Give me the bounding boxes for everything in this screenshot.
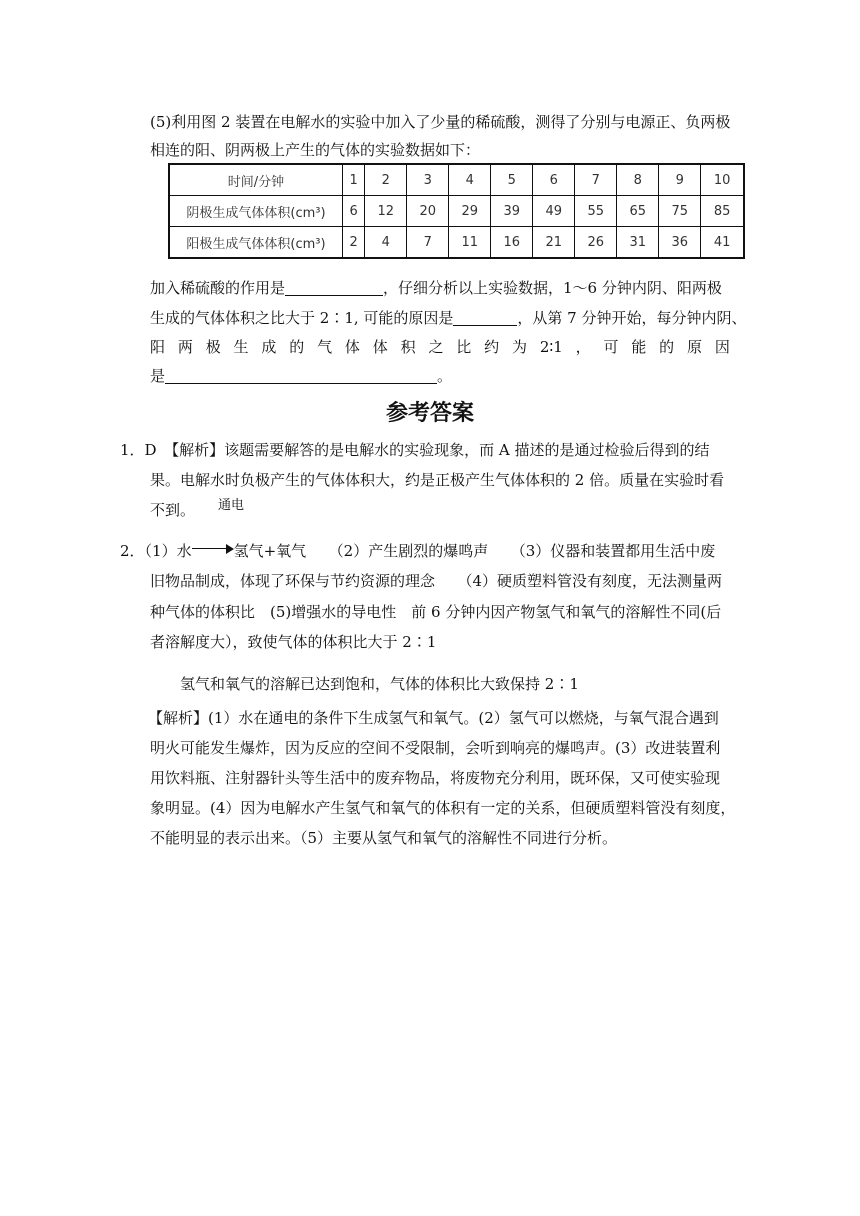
time-cell: 9 — [659, 164, 701, 196]
answers-heading: 参考答案 — [385, 401, 474, 426]
question-char: 气 — [317, 338, 333, 356]
time-cell: 8 — [617, 164, 659, 196]
time-cell: 4 — [449, 164, 491, 196]
question-char: 体 — [372, 338, 388, 356]
table-cell: 65 — [617, 196, 659, 227]
answer-2-line-1 — [120, 541, 715, 561]
table-cell: 75 — [659, 196, 701, 227]
question-char: 生 — [233, 338, 249, 356]
question-char: 的 — [659, 338, 675, 356]
question-char: 为 — [511, 338, 527, 356]
table-cell: 85 — [701, 196, 744, 227]
explanation-line-3: 用饮料瓶、注射器针头等生活中的废弃物品，将废物充分利用，既环保，又可使实验现 — [150, 769, 721, 787]
question-char: 的 — [289, 338, 305, 356]
table-row-time — [169, 164, 744, 196]
answer-2-line-2: 旧物品制成，体现了环保与节约资源的理念 （4）硬质塑料管没有刻度，无法测量两 — [150, 572, 723, 590]
reaction-arrow-icon — [192, 544, 234, 554]
table-cell: 7 — [407, 227, 449, 259]
gas-volume-table — [168, 163, 745, 259]
time-cell: 3 — [407, 164, 449, 196]
table-row-anode — [169, 227, 744, 259]
answer-blank[interactable] — [453, 310, 517, 326]
question-char: 极 — [205, 338, 221, 356]
question-char: 积 — [400, 338, 416, 356]
table-row-cathode — [169, 196, 744, 227]
question-char: 之 — [428, 338, 444, 356]
answer-blank[interactable] — [285, 280, 383, 296]
question-char: ， — [575, 338, 591, 356]
explanation-line-1: 【解析】(1）水在通电的条件下生成氢气和氧气。(2）氢气可以燃烧，与氧气混合遇到 — [148, 709, 719, 727]
question-char: 两 — [177, 338, 193, 356]
answer-1-line-2: 果。电解水时负极产生的气体体积大，约是正极产生气体体积的 2 倍。质量在实验时看 — [150, 471, 725, 489]
time-cell: 1 — [343, 164, 365, 196]
table-cell: 16 — [491, 227, 533, 259]
table-cell: 21 — [533, 227, 575, 259]
table-cell: 6 — [343, 196, 365, 227]
question-char: 原 — [687, 338, 703, 356]
explanation-line-4: 象明显。(4）因为电解水产生氢气和氧气的体积有一定的关系，但硬质塑料管没有刻度， — [150, 799, 736, 817]
question-text: 。 — [437, 367, 453, 385]
time-cell: 5 — [491, 164, 533, 196]
table-cell: 4 — [365, 227, 407, 259]
time-header: 时间/分钟 — [169, 164, 343, 196]
question-char: 能 — [631, 338, 647, 356]
question-char: 成 — [261, 338, 277, 356]
table-cell: 11 — [449, 227, 491, 259]
question-char: 约 — [484, 338, 500, 356]
table-cell: 49 — [533, 196, 575, 227]
question-line-3 — [150, 337, 730, 357]
time-cell: 7 — [575, 164, 617, 196]
answer-text: 氢气+氧气 （2）产生剧烈的爆鸣声 （3）仪器和装置都用生活中废 — [233, 542, 716, 560]
answer-2-line-5: 氢气和氧气的溶解已达到饱和，气体的体积比大致保持 2∶1 — [180, 675, 579, 693]
question-line-1 — [150, 278, 722, 298]
table-cell: 41 — [701, 227, 744, 259]
intro-line-1: (5)利用图 2 装置在电解水的实验中加入了少量的稀硫酸，测得了分别与电源正、负两极 — [150, 113, 731, 131]
table-cell: 31 — [617, 227, 659, 259]
question-char: 因 — [714, 338, 730, 356]
table-cell: 12 — [365, 196, 407, 227]
cathode-label: 阴极生成气体体积(cm³) — [169, 196, 343, 227]
question-text: ，仔细分析以上实验数据，1～6 分钟内阴、阳两极 — [383, 279, 722, 297]
intro-line-2: 相连的阳、阴两极上产生的气体的实验数据如下： — [150, 141, 481, 159]
question-char: 阳 — [150, 338, 166, 356]
table-cell: 2 — [343, 227, 365, 259]
answer-blank[interactable] — [165, 368, 437, 384]
explanation-line-2: 明火可能发生爆炸，因为反应的空间不受限制，会听到响亮的爆鸣声。(3）改进装置利 — [150, 739, 721, 757]
question-char: 2∶1 — [539, 338, 563, 356]
time-cell: 6 — [533, 164, 575, 196]
time-cell: 2 — [365, 164, 407, 196]
table-cell: 29 — [449, 196, 491, 227]
electrolysis-condition: 通电 — [218, 498, 245, 513]
question-line-2 — [150, 308, 747, 328]
table-cell: 55 — [575, 196, 617, 227]
question-char: 可 — [603, 338, 619, 356]
question-char: 体 — [344, 338, 360, 356]
table-cell: 20 — [407, 196, 449, 227]
question-text: 生成的气体体积之比大于 2∶1, 可能的原因是 — [150, 309, 454, 327]
answer-1-line-3: 不到。 — [150, 501, 196, 519]
time-cell: 10 — [701, 164, 744, 196]
explanation-line-5: 不能明显的表示出来。（5）主要从氢气和氧气的溶解性不同进行分析。 — [150, 829, 618, 847]
question-char: 比 — [456, 338, 472, 356]
table-cell: 39 — [491, 196, 533, 227]
question-line-4 — [150, 366, 452, 386]
question-text: 是 — [150, 367, 166, 385]
answer-2-line-4: 者溶解度大），致使气体的体积比大于 2∶1 — [150, 633, 437, 651]
table-cell: 26 — [575, 227, 617, 259]
anode-label: 阳极生成气体体积(cm³) — [169, 227, 343, 259]
question-text: 加入稀硫酸的作用是 — [150, 279, 286, 297]
answer-1-line-1: 1．D 【解析】该题需要解答的是电解水的实验现象，而 A 描述的是通过检验后得到的结 — [120, 441, 710, 459]
question-text: ，从第 7 分钟开始，每分钟内阴、 — [517, 309, 747, 327]
answer-text: 2．（1）水 — [120, 542, 192, 560]
answer-2-line-3: 种气体的体积比 (5)增强水的导电性 前 6 分钟内因产物氢气和氧气的溶解性不同(后 — [150, 603, 722, 621]
table-cell: 36 — [659, 227, 701, 259]
